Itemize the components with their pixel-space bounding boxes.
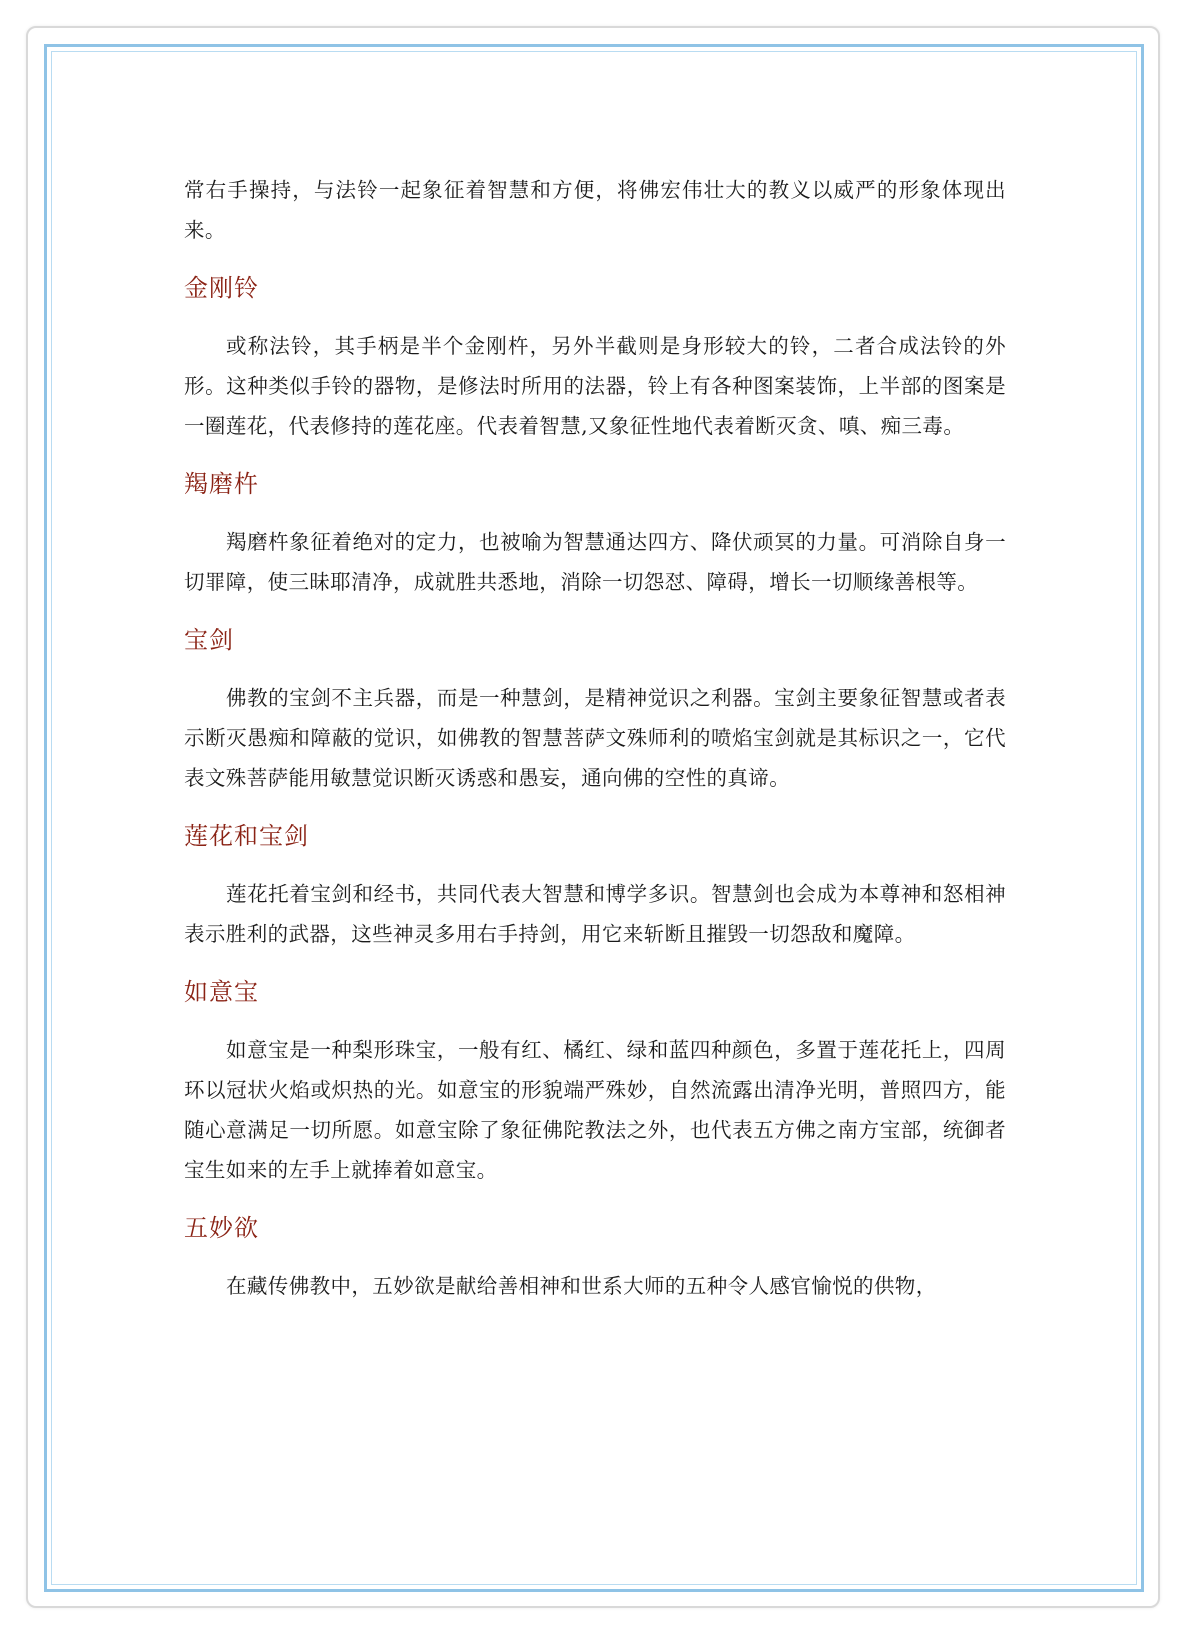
section-title-lotus-sword: 莲花和宝剑: [184, 822, 309, 850]
section-body-lotus-sword: 莲花托着宝剑和经书，共同代表大智慧和博学多识。智慧剑也会成为本尊神和怒相神表示胜利的武器，这些神灵多用右手持剑，用它来斩断且摧毁一切怨敌和魔障。: [184, 882, 1006, 946]
section-body-vajra-bell: 或称法铃，其手柄是半个金刚杵，另外半截则是身形较大的铃，二者合成法铃的外形。这种类似手铃的器物，是修法时所用的法器，铃上有各种图案装饰，上半部的图案是一圈莲花，代表修持的莲花座。代表着智慧,又象征性地代表着断灭贪、嗔、痴三毒。: [184, 334, 1006, 438]
section-title-vajra-bell: 金刚铃: [184, 274, 259, 302]
page-content: [184, 170, 1006, 1306]
section-title-wish-jewel: 如意宝: [184, 978, 259, 1006]
section-title-double-vajra: 羯磨杵: [184, 470, 259, 498]
section-body-sword: 佛教的宝剑不主兵器，而是一种慧剑，是精神觉识之利器。宝剑主要象征智慧或者表示断灭愚痴和障蔽的觉识，如佛教的智慧菩萨文殊师利的喷焰宝剑就是其标识之一，它代表文殊菩萨能用敏慧觉识断灭诱惑和愚妄，通向佛的空性的真谛。: [184, 686, 1006, 790]
section-title-sword: 宝剑: [184, 626, 234, 654]
section-body-wish-jewel: 如意宝是一种梨形珠宝，一般有红、橘红、绿和蓝四种颜色，多置于莲花托上，四周环以冠状火焰或炽热的光。如意宝的形貌端严殊妙，自然流露出清净光明，普照四方，能随心意满足一切所愿。如意宝除了象征佛陀教法之外，也代表五方佛之南方宝部，统御者宝生如来的左手上就捧着如意宝。: [184, 1038, 1006, 1182]
intro-paragraph: 常右手操持，与法铃一起象征着智慧和方便，将佛宏伟壮大的教义以威严的形象体现出来。: [184, 178, 1006, 242]
section-body-double-vajra: 羯磨杵象征着绝对的定力，也被喻为智慧通达四方、降伏顽冥的力量。可消除自身一切罪障，使三昧耶清净，成就胜共悉地，消除一切怨怼、障碍，增长一切顺缘善根等。: [184, 530, 1006, 594]
section-body-five-desires: 在藏传佛教中，五妙欲是献给善相神和世系大师的五种令人感官愉悦的供物，: [226, 1274, 937, 1298]
section-title-five-desires: 五妙欲: [184, 1214, 259, 1242]
